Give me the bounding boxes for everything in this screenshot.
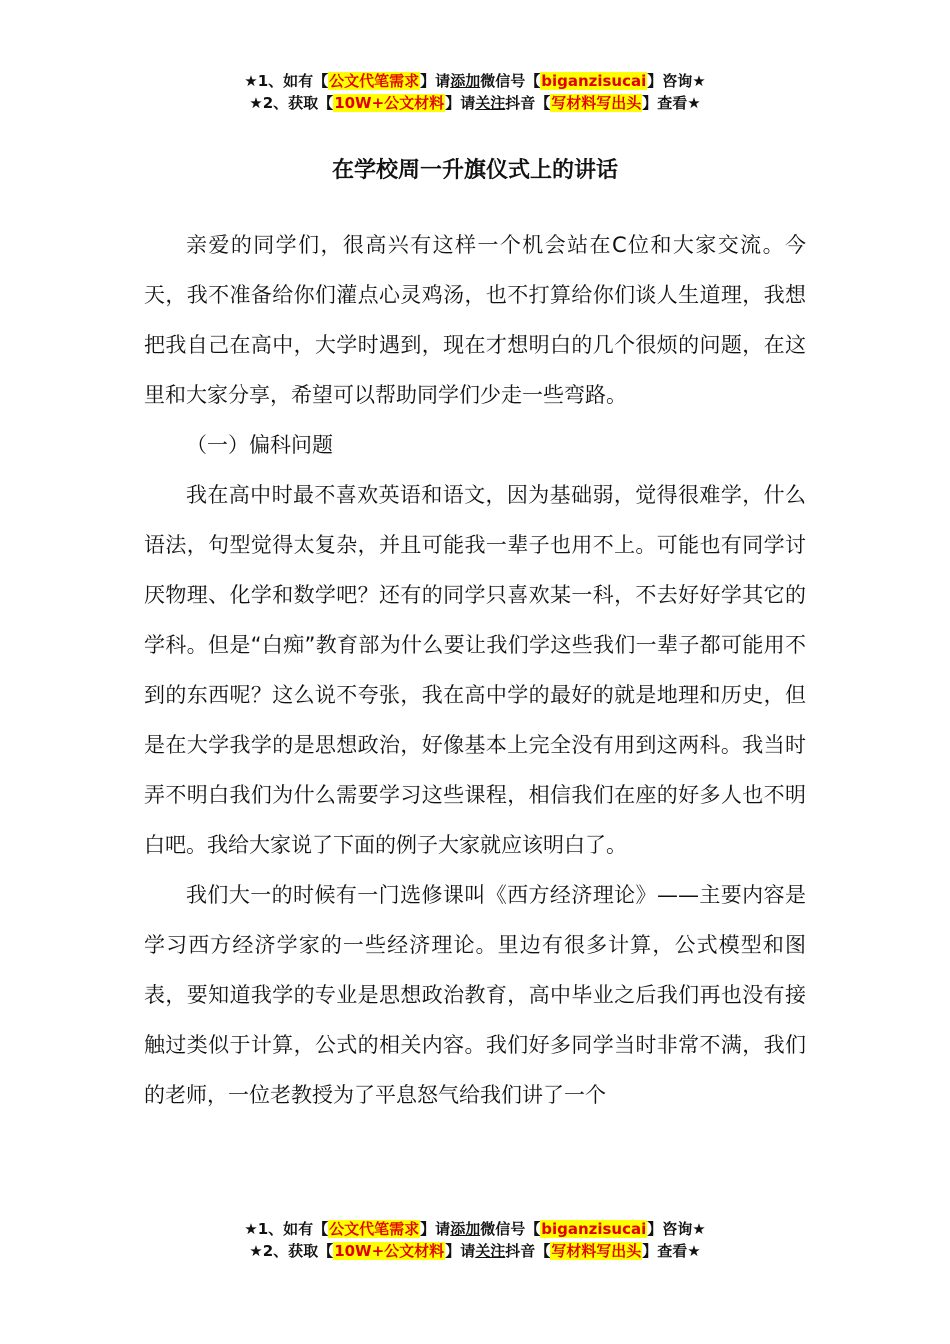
highlight-materials: 10W+公文材料: [334, 94, 445, 112]
body-paragraph: 亲爱的同学们，很高兴有这样一个机会站在C位和大家交流。今天，我不准备给你们灌点心灵鸡汤，也不打算给你们谈人生道理，我想把我自己在高中，大学时遇到，现在才想明白的几个很烦的问题，在这里和大家分享，希望可以帮助同学们少走一些弯路。: [144, 233, 806, 407]
highlight-service: 公文代笔需求: [329, 1220, 420, 1238]
section-heading: （一）偏科问题: [186, 433, 333, 457]
highlight-wechat-id: biganzisucai: [541, 1220, 647, 1238]
banner-line-2: ★2、获取【10W+公文材料】请关注抖音【写材料写出头】查看★: [249, 1242, 701, 1260]
highlight-service: 公文代笔需求: [329, 72, 420, 90]
footer-banner: [0, 1218, 950, 1262]
banner-line-1: ★1、如有【公文代笔需求】请添加微信号【biganzisucai】咨询★: [244, 1220, 706, 1238]
header-banner: [0, 70, 950, 114]
highlight-materials: 10W+公文材料: [334, 1242, 445, 1260]
body-paragraph: 我们大一的时候有一门选修课叫《西方经济理论》——主要内容是学习西方经济学家的一些经济理论。里边有很多计算，公式模型和图表，要知道我学的专业是思想政治教育，高中毕业之后我们再也没有接触过类似于计算，公式的相关内容。我们好多同学当时非常不满，我们的老师，一位老教授为了平息怒气给我们讲了一个: [144, 883, 806, 1107]
body-paragraph: 我在高中时最不喜欢英语和语文，因为基础弱，觉得很难学，什么语法，句型觉得太复杂，并且可能我一辈子也用不上。可能也有同学讨厌物理、化学和数学吧？还有的同学只喜欢某一科，不去好好学其它的学科。但是“白痴”教育部为什么要让我们学这些我们一辈子都可能用不到的东西呢？这么说不夸张，我在高中学的最好的就是地理和历史，但是在大学我学的是思想政治，好像基本上完全没有用到这两科。我当时弄不明白我们为什么需要学习这些课程，相信我们在座的好多人也不明白吧。我给大家说了下面的例子大家就应该明白了。: [144, 483, 806, 857]
banner-line-2: ★2、获取【10W+公文材料】请关注抖音【写材料写出头】查看★: [249, 94, 701, 112]
highlight-douyin-account: 写材料写出头: [551, 1242, 642, 1260]
banner-line-1: ★1、如有【公文代笔需求】请添加微信号【biganzisucai】咨询★: [244, 72, 706, 90]
highlight-wechat-id: biganzisucai: [541, 72, 647, 90]
highlight-douyin-account: 写材料写出头: [551, 94, 642, 112]
document-body: [144, 220, 806, 1120]
document-title: 在学校周一升旗仪式上的讲话: [331, 158, 618, 183]
